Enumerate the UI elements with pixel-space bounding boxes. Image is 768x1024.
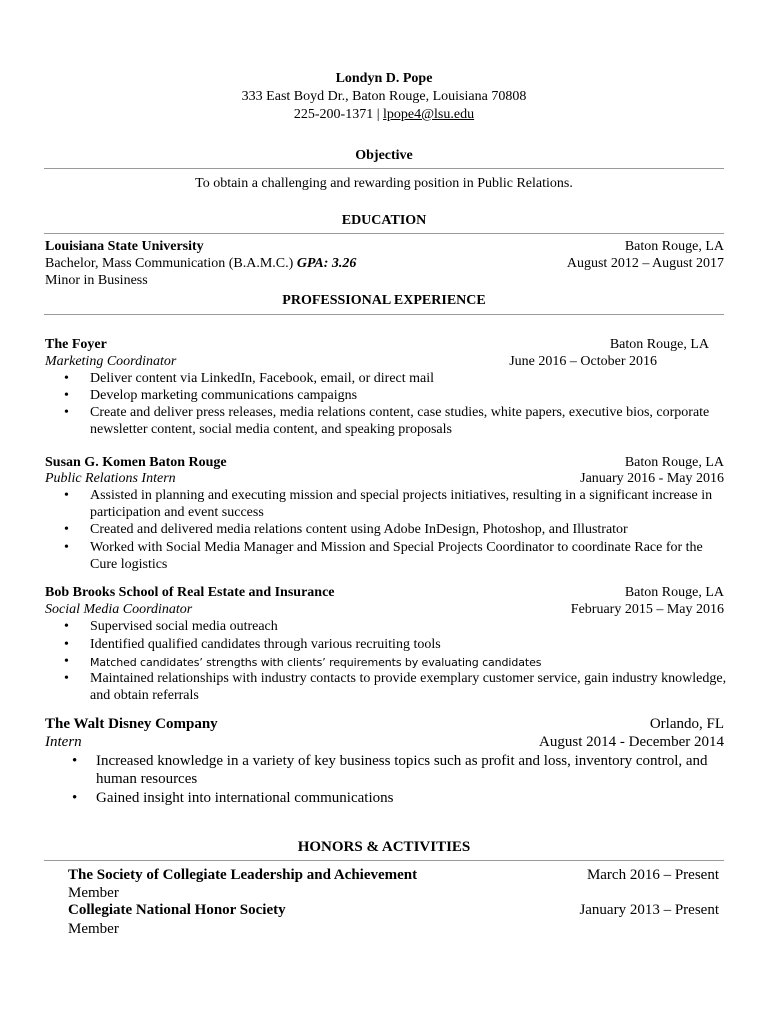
phone-number: 225-200-1371 | (293, 107, 384, 122)
job-location: Baton Rouge, LA (624, 585, 724, 600)
objective-heading: Objective (355, 148, 413, 163)
section-divider (44, 233, 724, 234)
bullet-icon: • (64, 388, 69, 403)
job-title: Marketing Coordinator (45, 354, 177, 369)
contact-line (0, 106, 768, 123)
bullet-icon: • (64, 654, 69, 669)
honor-role: Member (68, 921, 119, 937)
bullet-icon: • (72, 753, 78, 769)
job-bullet-continued: participation and event success (90, 505, 264, 520)
job-bullet: Gained insight into international communications (96, 790, 394, 806)
job-bullet: Deliver content via LinkedIn, Facebook, email, or direct mail (90, 371, 435, 386)
bullet-icon: • (64, 540, 69, 555)
job-bullet: Supervised social media outreach (90, 619, 278, 634)
job-organization: The Foyer (45, 337, 107, 352)
job-bullet: Maintained relationships with industry contacts to provide exemplary customer service, gain industry knowledge, (90, 671, 727, 686)
applicant-name: Londyn D. Pope (335, 71, 433, 86)
honor-organization: The Society of Collegiate Leadership and Achievement (68, 867, 418, 883)
job-dates: February 2015 – May 2016 (570, 602, 724, 617)
job-title: Intern (45, 734, 82, 750)
job-bullet: Worked with Social Media Manager and Mission and Special Projects Coordinator to coordinate Race for the (90, 540, 703, 555)
experience-heading: PROFESSIONAL EXPERIENCE (282, 293, 486, 308)
job-bullet: Created and delivered media relations content using Adobe InDesign, Photoshop, and Illustrator (90, 522, 628, 537)
job-bullet: Develop marketing communications campaigns (90, 388, 358, 403)
job-location: Orlando, FL (649, 716, 724, 732)
bullet-icon: • (64, 637, 69, 652)
section-divider (44, 860, 724, 861)
objective-text: To obtain a challenging and rewarding position in Public Relations. (195, 176, 573, 191)
job-bullet: Increased knowledge in a variety of key business topics such as profit and loss, inventory control, and (96, 753, 708, 769)
honors-heading: HONORS & ACTIVITIES (297, 839, 471, 855)
bullet-icon: • (64, 488, 69, 503)
education-heading: EDUCATION (341, 213, 427, 228)
honor-role: Member (68, 885, 119, 901)
job-bullet-continued: Cure logistics (90, 557, 168, 572)
degree-name: Bachelor, Mass Communication (B.A.M.C.) (45, 256, 297, 271)
job-location: Baton Rouge, LA (609, 337, 709, 352)
bullet-icon: • (64, 371, 69, 386)
job-bullet: Assisted in planning and executing mission and special projects initiatives, resulting in a significant increase in (90, 488, 713, 503)
job-bullet: Matched candidates’ strengths with clients’ requirements by evaluating candidates (90, 656, 542, 669)
school-location: Baton Rouge, LA (624, 239, 724, 254)
bullet-icon: • (64, 522, 69, 537)
job-organization: Susan G. Komen Baton Rouge (45, 455, 227, 470)
job-dates: January 2016 - May 2016 (580, 471, 724, 486)
job-bullet-continued: human resources (96, 771, 198, 787)
bullet-icon: • (64, 405, 69, 420)
job-title: Social Media Coordinator (45, 602, 193, 617)
honor-dates: January 2013 – Present (579, 902, 719, 918)
job-bullet-continued: newsletter content, social media content, and speaking proposals (90, 422, 452, 437)
job-bullet-continued: and obtain referrals (90, 688, 199, 703)
bullet-icon: • (64, 671, 69, 686)
job-dates: June 2016 – October 2016 (509, 354, 657, 369)
degree (45, 255, 356, 272)
applicant-address: 333 East Boyd Dr., Baton Rouge, Louisiana 70808 (241, 89, 527, 104)
bullet-icon: • (64, 619, 69, 634)
education-dates: August 2012 – August 2017 (566, 256, 724, 271)
email-link[interactable]: lpope4@lsu.edu (383, 107, 475, 122)
section-divider (44, 168, 724, 169)
job-organization: The Walt Disney Company (45, 716, 218, 732)
minor: Minor in Business (45, 273, 148, 288)
section-divider (44, 314, 724, 315)
honor-organization: Collegiate National Honor Society (68, 902, 286, 918)
honor-dates: March 2016 – Present (586, 867, 719, 883)
job-bullet: Identified qualified candidates through various recruiting tools (90, 637, 441, 652)
job-location: Baton Rouge, LA (624, 455, 724, 470)
job-dates: August 2014 - December 2014 (539, 734, 724, 750)
gpa: GPA: 3.26 (296, 256, 357, 271)
job-title: Public Relations Intern (45, 471, 176, 486)
school-name: Louisiana State University (45, 239, 204, 254)
job-organization: Bob Brooks School of Real Estate and Insurance (45, 585, 335, 600)
job-bullet: Create and deliver press releases, media relations content, case studies, white papers, executive bios, corporate (90, 405, 710, 420)
bullet-icon: • (72, 790, 78, 806)
